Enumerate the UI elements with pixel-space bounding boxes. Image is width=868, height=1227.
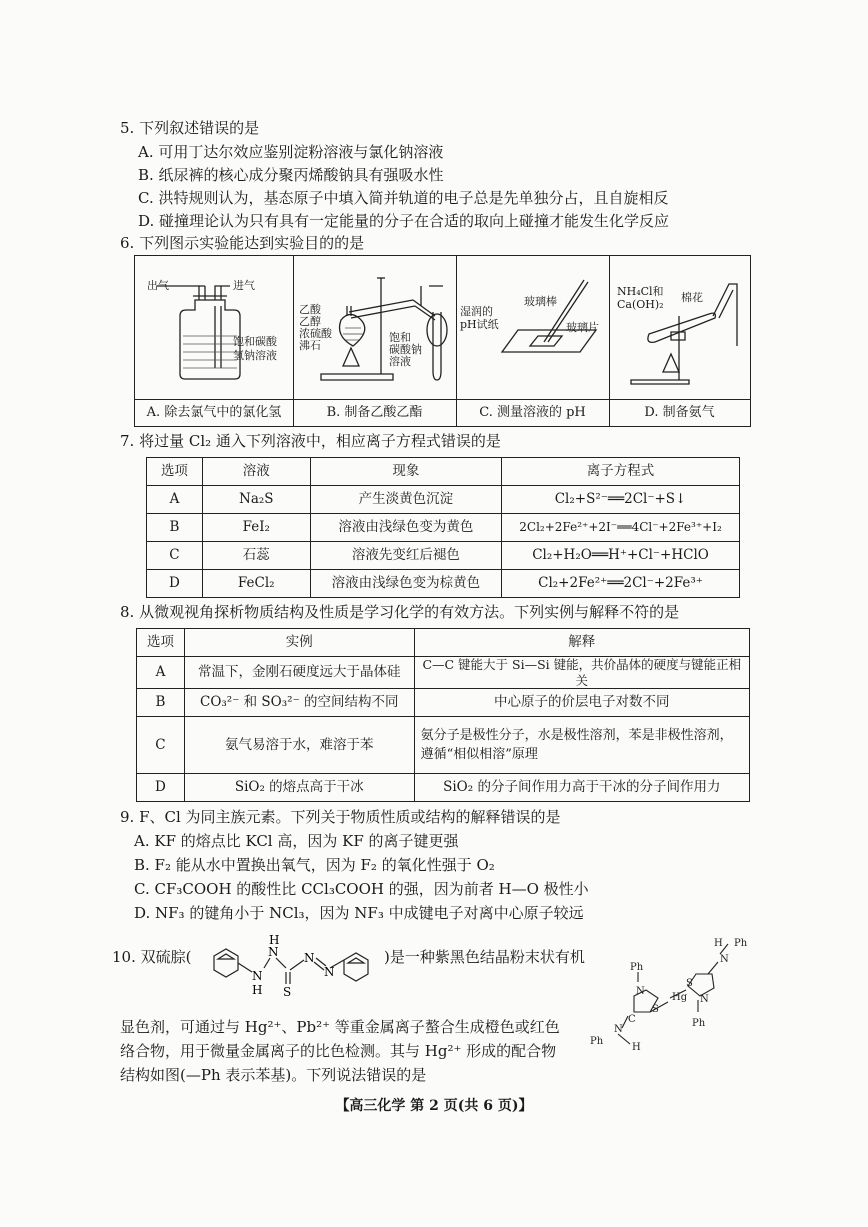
- q9-option-d: D. NF₃ 的键角小于 NCl₃，因为 NF₃ 中成键电子对离中心原子较远: [134, 904, 584, 922]
- n-label: N: [700, 994, 709, 1005]
- ph-label: Ph: [630, 962, 644, 973]
- table-row: [147, 486, 740, 514]
- page-footer: 【高三化学 第 2 页(共 6 页)】: [335, 1098, 533, 1114]
- header-cell: 解释: [414, 629, 749, 657]
- q6-figure-panel: [134, 255, 751, 427]
- n-label: N: [614, 1024, 623, 1035]
- receiver-label-1: 饱和: [389, 331, 411, 344]
- ammonia-prep-diagram: [609, 256, 750, 400]
- q5-option-c: C. 洪特规则认为，基态原子中填入简并轨道的电子总是先单独分占，且自旋相反: [138, 189, 669, 207]
- table-header-row: [137, 629, 750, 657]
- table-cell: Cl₂+S²⁻══2Cl⁻+S↓: [502, 486, 740, 514]
- table-row: [147, 542, 740, 570]
- table-cell: 中心原子的价层电子对数不同: [414, 689, 749, 717]
- table-row: [137, 689, 750, 717]
- glass-slide-label: 玻璃片: [566, 321, 599, 334]
- atom-n-top: N: [268, 945, 279, 959]
- receiver-label-2: 碳酸钠: [389, 343, 422, 356]
- table-cell: FeI₂: [202, 514, 310, 542]
- table-cell: Cl₂+2Fe²⁺══2Cl⁻+2Fe³⁺: [502, 570, 740, 598]
- q9-option-c: C. CF₃COOH 的酸性比 CCl₃COOH 的强，因为前者 H—O 极性小: [134, 880, 589, 898]
- h-label: H: [714, 938, 723, 949]
- q5-option-b: B. 纸尿裤的核心成分聚丙烯酸钠具有强吸水性: [138, 166, 444, 184]
- q10-lead: 10. 双硫腙(: [112, 948, 192, 966]
- header-cell: 选项: [137, 629, 185, 657]
- liquid-label-1: 饱和碳酸: [233, 335, 277, 348]
- table-cell: 石蕊: [202, 542, 310, 570]
- ph-label: Ph: [692, 1018, 706, 1029]
- table-row: [147, 570, 740, 598]
- q9-stem: 9. F、Cl 为同主族元素。下列关于物质性质或结构的解释错误的是: [120, 808, 561, 826]
- table-cell: B: [147, 514, 203, 542]
- header-cell: 选项: [147, 458, 203, 486]
- reagent-label-1: 乙酸: [299, 303, 321, 316]
- table-cell: C: [137, 717, 185, 774]
- table-row: [137, 717, 750, 774]
- q10-line2: 显色剂，可通过与 Hg²⁺、Pb²⁺ 等重金属离子螯合生成橙色或红色: [120, 1018, 560, 1036]
- q6-caption-c: C. 测量溶液的 pH: [456, 399, 609, 426]
- header-cell: 现象: [310, 458, 501, 486]
- gas-out-label: 出气: [147, 279, 169, 292]
- table-cell: D: [147, 570, 203, 598]
- table-cell: 2Cl₂+2Fe²⁺+2I⁻══4Cl⁻+2Fe³⁺+I₂: [502, 514, 740, 542]
- ph-label: Ph: [734, 938, 748, 949]
- q10-line4: 结构如图(—Ph 表示苯基)。下列说法错误的是: [120, 1066, 427, 1084]
- q6-stem: 6. 下列图示实验能达到实验目的的是: [120, 234, 365, 252]
- atom-n-azo1: N: [304, 951, 315, 965]
- dithizone-structure: [194, 932, 384, 1002]
- table-cell: 溶液由浅绿色变为黄色: [310, 514, 501, 542]
- q6-fig-b: [293, 256, 457, 426]
- table-cell: C: [147, 542, 203, 570]
- n-label: N: [720, 954, 729, 965]
- table-cell: FeCl₂: [202, 570, 310, 598]
- reagent-label-4: 沸石: [299, 339, 321, 352]
- atom-n-azo2: N: [324, 965, 335, 979]
- c-label: C: [628, 1014, 636, 1025]
- table-cell: 溶液先变红后褪色: [310, 542, 501, 570]
- table-cell: A: [147, 486, 203, 514]
- s-label: S: [652, 1004, 659, 1015]
- cotton-label: 棉花: [681, 291, 703, 304]
- q6-fig-a: [135, 256, 294, 426]
- table-cell: 常温下，金刚石硬度远大于晶体硅: [184, 657, 414, 689]
- atom-n-bottom: N: [252, 969, 263, 983]
- liquid-label-2: 氢钠溶液: [233, 349, 277, 362]
- q7-stem: 7. 将过量 Cl₂ 通入下列溶液中，相应离子方程式错误的是: [120, 432, 501, 450]
- q8-table: [136, 628, 750, 802]
- q9-option-a: A. KF 的熔点比 KCl 高，因为 KF 的离子键更强: [134, 832, 459, 850]
- q6-caption-d: D. 制备氨气: [609, 399, 750, 426]
- reagent-label-3: 浓硫酸: [299, 327, 332, 340]
- table-cell: B: [137, 689, 185, 717]
- table-cell: 产生淡黄色沉淀: [310, 486, 501, 514]
- table-cell: 氨气易溶于水，难溶于苯: [184, 717, 414, 774]
- table-cell: A: [137, 657, 185, 689]
- ph-paper-label-1: 湿润的: [460, 305, 493, 318]
- q6-fig-c: [456, 256, 610, 426]
- q6-fig-d: [609, 256, 750, 426]
- q8-stem: 8. 从微观视角探析物质结构及性质是学习化学的有效方法。下列实例与解释不符的是: [120, 603, 680, 621]
- hg-complex-structure: [588, 926, 760, 1060]
- q6-caption-b: B. 制备乙酸乙酯: [293, 399, 456, 426]
- ph-paper-label-2: pH试纸: [460, 318, 499, 331]
- s-label: S: [686, 978, 693, 989]
- ph-label: Ph: [590, 1036, 604, 1047]
- table-cell: CO₃²⁻ 和 SO₃²⁻ 的空间结构不同: [184, 689, 414, 717]
- reagent-label-nh4cl: NH₄Cl和: [617, 285, 664, 298]
- table-cell: C—C 键能大于 Si—Si 键能，共价晶体的硬度与键能正相关: [414, 657, 749, 689]
- h-label: H: [632, 1042, 641, 1053]
- q7-table: [146, 457, 740, 598]
- n-label: N: [636, 986, 645, 997]
- q5-option-a: A. 可用丁达尔效应鉴别淀粉溶液与氯化钠溶液: [138, 143, 444, 161]
- q5-option-d: D. 碰撞理论认为只有具有一定能量的分子在合适的取向上碰撞才能发生化学反应: [138, 212, 670, 230]
- reagent-label-caoh2: Ca(OH)₂: [617, 298, 664, 311]
- atom-h-bottom: H: [252, 983, 263, 997]
- header-cell: 离子方程式: [502, 458, 740, 486]
- glass-rod-label: 玻璃棒: [524, 295, 557, 308]
- q5-stem: 5. 下列叙述错误的是: [120, 119, 260, 137]
- table-cell: 溶液由浅绿色变为棕黄色: [310, 570, 501, 598]
- q10-after-formula: )是一种紫黑色结晶粉末状有机: [384, 948, 585, 966]
- gas-in-label: 进气: [233, 279, 255, 292]
- hg-label: Hg: [672, 992, 688, 1003]
- receiver-label-3: 溶液: [389, 355, 411, 368]
- q6-caption-a: A. 除去氯气中的氯化氢: [135, 399, 293, 426]
- table-row: [147, 514, 740, 542]
- table-cell: Cl₂+H₂O══H⁺+Cl⁻+HClO: [502, 542, 740, 570]
- table-cell: SiO₂ 的熔点高于干冰: [184, 774, 414, 802]
- q10-line3: 络合物，用于微量金属离子的比色检测。其与 Hg²⁺ 形成的配合物: [120, 1042, 557, 1060]
- table-cell: SiO₂ 的分子间作用力高于干冰的分子间作用力: [414, 774, 749, 802]
- table-row: [137, 657, 750, 689]
- q9-option-b: B. F₂ 能从水中置换出氧气，因为 F₂ 的氧化性强于 O₂: [134, 856, 495, 874]
- table-cell: Na₂S: [202, 486, 310, 514]
- table-header-row: [147, 458, 740, 486]
- table-cell: 氨分子是极性分子，水是极性溶剂，苯是非极性溶剂，遵循“相似相溶”原理: [414, 717, 749, 774]
- table-row: [137, 774, 750, 802]
- header-cell: 溶液: [202, 458, 310, 486]
- reagent-label-2: 乙醇: [299, 315, 321, 328]
- atom-s: S: [283, 985, 292, 999]
- header-cell: 实例: [184, 629, 414, 657]
- table-cell: D: [137, 774, 185, 802]
- atom-h-top: H: [269, 933, 280, 947]
- gas-washing-bottle-diagram: [135, 256, 293, 400]
